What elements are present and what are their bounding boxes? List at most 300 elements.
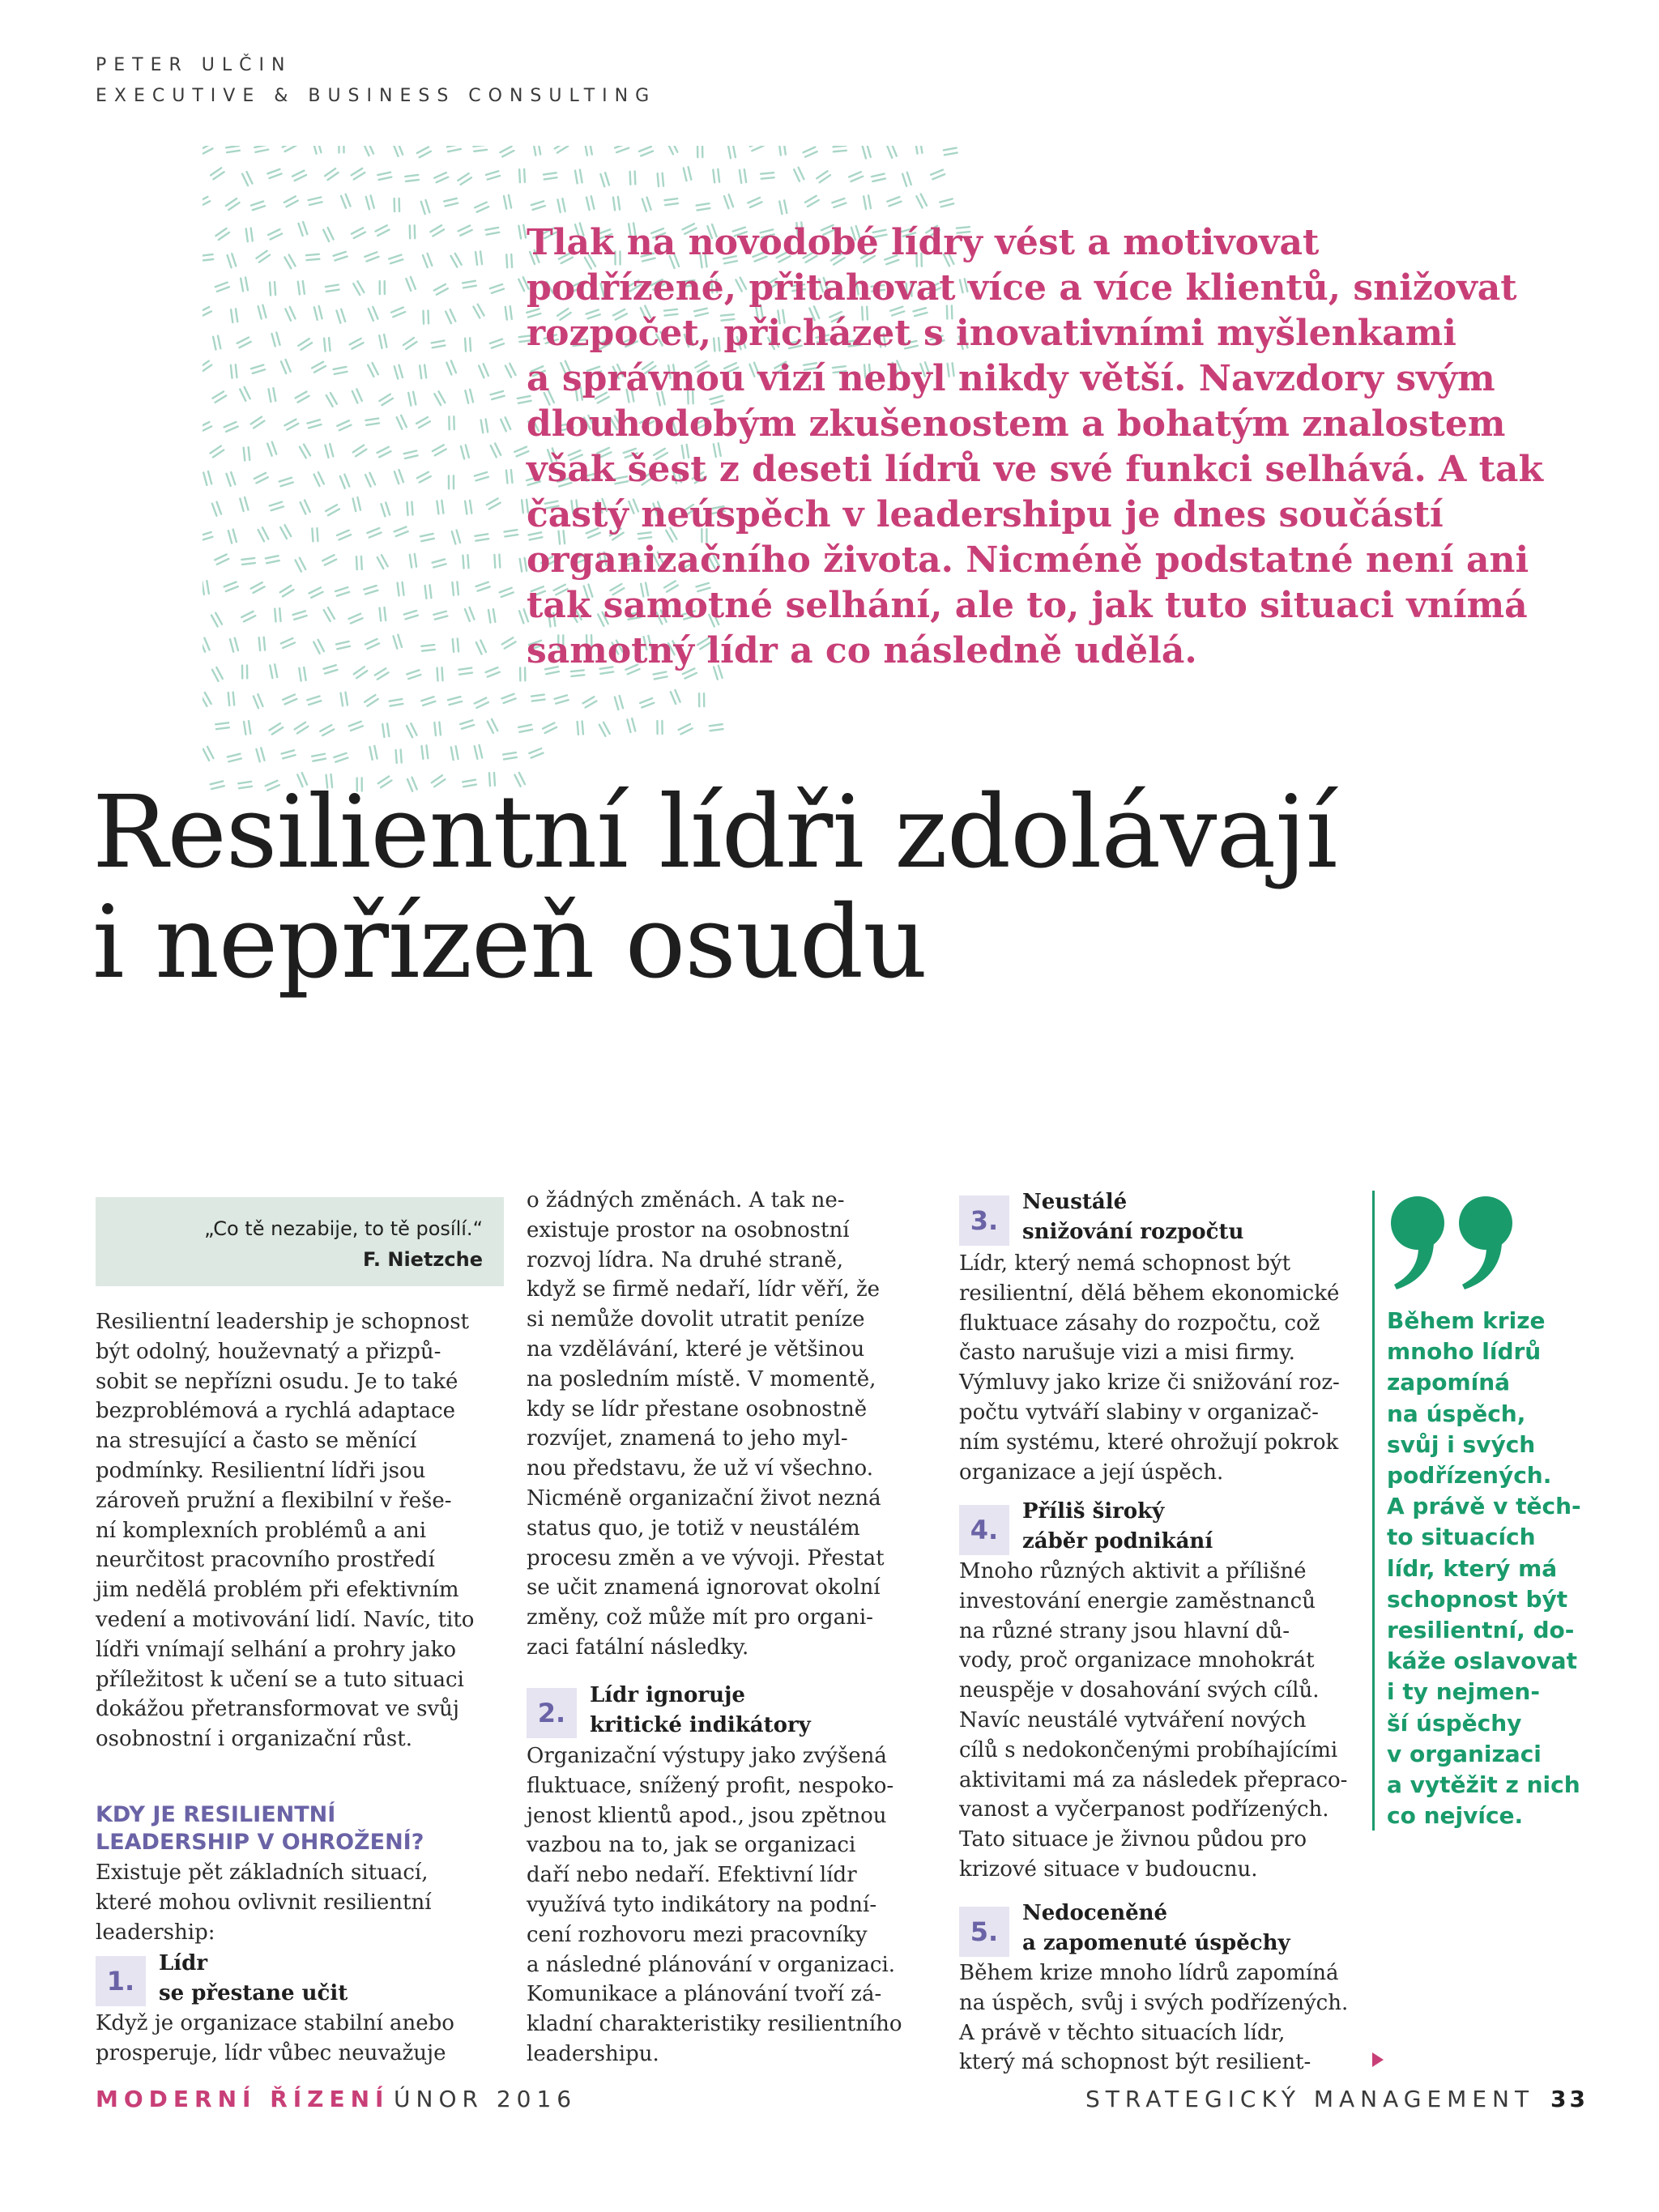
pattern-dash-pair — [630, 171, 636, 184]
pattern-dash-pair — [504, 195, 511, 209]
pattern-dash-pair — [446, 360, 456, 374]
pattern-dash-pair — [475, 745, 482, 759]
pattern-dash-pair — [658, 173, 663, 186]
column-1-tail: Když je organizace stabilní anebo prosperuje, lídr vůbec neuvažuje — [96, 2011, 454, 2065]
pattern-dash-pair — [465, 607, 474, 621]
pattern-dash-pair — [292, 171, 306, 181]
pattern-dash-pair — [502, 637, 516, 648]
pattern-dash-pair — [258, 527, 269, 541]
pattern-dash-pair — [326, 393, 337, 407]
pattern-dash-pair — [671, 690, 680, 704]
pattern-dash-pair — [391, 308, 405, 318]
pattern-dash-pair — [417, 472, 431, 483]
pattern-dash-pair — [227, 472, 236, 486]
pattern-dash-pair — [354, 667, 368, 678]
pattern-dash-pair — [215, 283, 229, 292]
pattern-dash-pair — [394, 635, 402, 649]
pattern-dash-pair — [364, 146, 373, 156]
pattern-dash-pair — [405, 175, 419, 181]
pattern-dash-pair — [389, 255, 403, 264]
pattern-dash-pair — [887, 146, 897, 158]
pattern-dash-pair — [341, 194, 350, 208]
pattern-dash-pair — [421, 697, 435, 705]
pattern-dash-pair — [475, 202, 488, 212]
pattern-dash-pair — [312, 362, 326, 373]
column-2-top: o žádných změnách. A tak ne- existuje prostor na osobnostní rozvoj lídra. Na druhé straně, když se firmě nedaří, lídr věří, že si nemůže dovolit utratit peníze na vzdělávání, které je většinou na posledním místě. V momentě, kdy se lídr přestane osobnostně rozvíjet, znamená to jeho myl- nou představu, že už ví všechno. Nicméně organizační život nezná status quo, je totiž v neustálém procesu změn a ve vývoji. Přestat se učit znamená ignorovat okolní změny, což může mít pro organi- zaci fatální následky. — [527, 1188, 885, 1660]
column-3-part-c: Během krize mnoho lídrů zapomíná na úspěch, svůj i svých podřízených. A právě v těchto situacích lídr, který má schopnost být resilient- — [959, 1961, 1349, 2075]
pattern-dash-pair — [326, 505, 339, 515]
pattern-dash-pair — [713, 169, 719, 183]
pattern-dash-pair — [863, 146, 871, 158]
pattern-dash-pair — [487, 498, 501, 509]
pattern-dash-pair — [275, 608, 280, 621]
pattern-dash-pair — [326, 285, 339, 292]
pattern-dash-pair — [380, 607, 386, 621]
pattern-dash-pair — [242, 665, 247, 678]
pattern-dash-pair — [444, 198, 458, 207]
pattern-dash-pair — [490, 284, 504, 293]
pattern-dash-pair — [404, 451, 418, 458]
pattern-dash-pair — [488, 609, 495, 623]
pattern-dash-pair — [337, 531, 351, 540]
pattern-dash-pair — [437, 667, 443, 680]
pattern-dash-pair — [284, 420, 298, 430]
pattern-dash-pair — [578, 721, 583, 734]
pattern-dash-pair — [365, 419, 379, 425]
pattern-dash-pair — [458, 226, 472, 236]
pattern-dash-pair — [241, 278, 248, 292]
pattern-dash-pair — [301, 501, 310, 514]
pattern-dash-pair — [506, 470, 513, 484]
pattern-dash-pair — [505, 306, 512, 320]
pattern-dash-pair — [599, 722, 610, 736]
pattern-dash-pair — [531, 201, 545, 210]
pattern-dash-pair — [231, 309, 237, 322]
pattern-dash-pair — [251, 365, 265, 373]
pattern-dash-pair — [334, 753, 348, 762]
pattern-dash-pair — [640, 698, 654, 707]
pattern-dash-pair — [352, 389, 362, 403]
pattern-dash-pair — [533, 146, 540, 156]
pattern-dash-pair — [449, 475, 454, 488]
pattern-dash-pair — [365, 695, 378, 706]
footer-magazine-name: MODERNÍ ŘÍZENÍ — [96, 2086, 390, 2112]
item-5-title: Nedoceněné a zapomenuté úspěchy — [1022, 1901, 1290, 1955]
pattern-dash-pair — [394, 470, 403, 484]
pattern-dash-pair — [281, 638, 295, 648]
pattern-dash-pair — [586, 196, 594, 210]
pattern-dash-pair — [268, 229, 282, 239]
pattern-dash-pair — [410, 554, 416, 568]
pattern-dash-pair — [307, 420, 321, 428]
pattern-dash-pair — [437, 501, 443, 514]
pattern-dash-pair — [417, 147, 431, 157]
pattern-dash-pair — [486, 171, 500, 179]
pattern-dash-pair — [349, 614, 363, 624]
pattern-dash-pair — [390, 699, 403, 706]
pattern-dash-pair — [228, 693, 234, 705]
pattern-dash-pair — [494, 555, 500, 568]
pattern-dash-pair — [407, 502, 412, 515]
article-title — [92, 774, 1631, 1001]
pattern-dash-pair — [375, 225, 389, 236]
pattern-dash-pair — [394, 198, 399, 211]
pattern-dash-pair — [323, 228, 333, 241]
pattern-dash-pair — [379, 394, 393, 406]
pattern-dash-pair — [213, 336, 220, 350]
pattern-dash-pair — [615, 146, 629, 152]
pattern-dash-pair — [475, 472, 488, 480]
item-2-title: Lídr ignoruje kritické indikátory — [590, 1683, 811, 1737]
pattern-dash-pair — [408, 392, 416, 406]
pattern-dash-pair — [504, 530, 518, 536]
pattern-dash-pair — [404, 611, 418, 619]
pattern-dash-pair — [684, 167, 692, 181]
pattern-dash-pair — [282, 750, 296, 758]
pattern-dash-pair — [226, 198, 240, 210]
pattern-dash-pair — [475, 534, 488, 540]
pattern-dash-pair — [476, 582, 490, 591]
pattern-dash-pair — [887, 197, 901, 206]
pattern-dash-pair — [211, 446, 224, 458]
pattern-dash-pair — [451, 254, 462, 267]
pattern-dash-pair — [421, 645, 435, 651]
pattern-dash-pair — [505, 364, 516, 377]
pattern-dash-pair — [506, 254, 512, 267]
author-subtitle: EXECUTIVE & BUSINESS CONSULTING — [96, 86, 657, 106]
pattern-dash-pair — [251, 582, 265, 593]
column-3-part-a: Lídr, který nemá schopnost být resilientní, dělá během ekonomické fluktuace zásahy do rozpočtu, což často narušuje vizi a misi firmy. Výmluvy jako krize či snižování roz- počtu vytváří slabiny v organizač- ním systému, které ohrožují pokrok organizace a její úspěch. — [959, 1251, 1340, 1485]
pattern-dash-pair — [336, 309, 345, 323]
pattern-dash-pair — [832, 198, 846, 207]
pattern-dash-pair — [779, 200, 787, 214]
pattern-dash-pair — [697, 203, 710, 210]
pattern-dash-pair — [320, 725, 334, 735]
pattern-dash-pair — [529, 748, 543, 758]
pattern-dash-pair — [352, 228, 365, 238]
pattern-dash-pair — [267, 442, 276, 456]
pattern-dash-pair — [761, 173, 774, 178]
pattern-dash-pair — [375, 668, 389, 680]
pattern-dash-pair — [724, 194, 733, 208]
pattern-dash-pair — [379, 335, 386, 348]
pattern-dash-pair — [313, 640, 324, 654]
pattern-dash-pair — [779, 146, 786, 155]
pattern-dash-pair — [324, 607, 335, 621]
pattern-dash-pair — [944, 148, 957, 156]
pattern-dash-pair — [272, 332, 280, 346]
item-2-number: 2. — [527, 1688, 577, 1738]
pattern-dash-pair — [203, 747, 214, 761]
pattern-dash-pair — [520, 667, 525, 680]
pattern-dash-pair — [657, 721, 662, 734]
pattern-dash-pair — [627, 718, 635, 732]
footer-issue-date: ÚNOR 2016 — [394, 2086, 578, 2112]
pattern-dash-pair — [500, 147, 514, 157]
pattern-dash-pair — [365, 252, 378, 261]
pattern-dash-pair — [667, 146, 677, 154]
pattern-dash-pair — [697, 146, 702, 157]
pattern-dash-pair — [394, 365, 403, 379]
pattern-dash-pair — [434, 722, 441, 736]
pattern-dash-pair — [300, 445, 310, 458]
pattern-dash-pair — [237, 338, 251, 348]
pattern-dash-pair — [557, 198, 565, 212]
pattern-dash-pair — [365, 639, 379, 649]
pattern-dash-pair — [367, 528, 381, 538]
pattern-dash-pair — [203, 693, 211, 706]
pattern-dash-pair — [270, 502, 284, 511]
pattern-dash-pair — [324, 338, 330, 351]
pattern-dash-pair — [465, 501, 471, 514]
pattern-dash-pair — [864, 195, 871, 209]
pattern-dash-pair — [296, 558, 306, 572]
pattern-dash-pair — [434, 173, 448, 182]
pattern-dash-pair — [323, 665, 337, 673]
pattern-dash-pair — [500, 588, 514, 597]
pattern-dash-pair — [240, 497, 248, 511]
pattern-dash-pair — [231, 364, 237, 378]
pattern-dash-pair — [309, 198, 322, 205]
pattern-dash-pair — [474, 146, 488, 151]
pattern-dash-pair — [203, 638, 210, 652]
pattern-dash-pair — [230, 638, 238, 652]
pattern-dash-pair — [295, 722, 309, 734]
pattern-dash-pair — [212, 502, 221, 516]
pattern-dash-pair — [916, 194, 927, 208]
pattern-dash-pair — [203, 254, 213, 261]
pattern-dash-pair — [364, 586, 377, 594]
quote-author: F. Nietzche — [363, 1248, 483, 1271]
pattern-dash-pair — [211, 168, 224, 179]
pattern-dash-pair — [679, 724, 693, 735]
pattern-dash-pair — [353, 281, 364, 295]
pattern-dash-pair — [902, 173, 911, 186]
pattern-dash-pair — [228, 530, 237, 543]
pattern-dash-pair — [240, 387, 249, 401]
pattern-dash-pair — [256, 748, 264, 761]
pattern-dash-pair — [486, 667, 500, 676]
pattern-dash-pair — [212, 391, 226, 403]
pattern-dash-pair — [211, 613, 222, 627]
pattern-dash-pair — [817, 171, 830, 182]
pattern-dash-pair — [280, 586, 294, 597]
pattern-dash-pair — [284, 255, 295, 269]
pattern-dash-pair — [334, 367, 348, 374]
pattern-dash-pair — [461, 445, 469, 458]
item-1-title: Lídr se přestane učit — [159, 1951, 348, 2005]
pattern-dash-pair — [394, 527, 408, 536]
item-4-title: Příliš široký záběr podnikání — [1022, 1499, 1213, 1554]
pattern-dash-pair — [434, 391, 445, 405]
pattern-dash-pair — [325, 168, 339, 180]
pattern-dash-pair — [349, 722, 363, 731]
pattern-dash-pair — [555, 146, 569, 153]
pattern-dash-pair — [365, 473, 375, 487]
pattern-dash-pair — [639, 147, 653, 156]
pattern-dash-pair — [244, 447, 250, 461]
column-1-body: Resilientní leadership je schopnost být odolný, houževnatý a přizpů- sobit se nepřízni osudu. Je to také bezproblémová a rychlá adaptace na stresující a často se měnící podmínky. Resilientní lídři jsou zároveň pružní a flexibilní v řeše- ní komplexních problémů a ani neurčitost pracovního prostředí jim nedělá problém při efektivním vedení a motivování lidí. Navíc, tito lídři vnímají selhání a prohry jako příležitost k učení se a tuto situaci dokážou přetransformovat ve svůj osobnostní i organizační růst. — [96, 1310, 475, 1752]
pattern-dash-pair — [403, 338, 417, 349]
pattern-dash-pair — [740, 169, 746, 183]
pattern-dash-pair — [397, 416, 407, 429]
pattern-dash-pair — [940, 198, 953, 207]
pattern-dash-pair — [544, 173, 557, 179]
quote-text: „Co tě nezabije, to tě posílí.“ — [204, 1217, 483, 1240]
pattern-dash-pair — [585, 146, 592, 156]
pattern-dash-pair — [425, 585, 432, 599]
title-line-1: Resilientní lídři zdolávají — [92, 774, 1337, 891]
pattern-dash-pair — [805, 196, 819, 207]
pattern-dash-pair — [416, 417, 430, 428]
pattern-dash-pair — [463, 281, 476, 288]
pattern-dash-pair — [449, 416, 454, 429]
pattern-dash-pair — [314, 306, 322, 320]
pattern-dash-pair — [241, 558, 255, 565]
pattern-dash-pair — [421, 745, 428, 759]
pattern-dash-pair — [309, 587, 323, 597]
pattern-dash-pair — [407, 723, 416, 737]
pattern-dash-pair — [259, 637, 265, 650]
pattern-dash-pair — [283, 695, 296, 705]
pattern-dash-pair — [488, 719, 498, 733]
pattern-dash-pair — [476, 641, 486, 654]
pattern-dash-pair — [203, 307, 211, 317]
pattern-dash-pair — [296, 392, 309, 403]
column-1-intro: Existuje pět základních situací, které mohou ovlivnit resilientní leadership: — [96, 1860, 432, 1945]
quotation-mark-icon — [1387, 1191, 1525, 1296]
pullquote-rule — [1372, 1191, 1375, 1831]
pattern-dash-pair — [710, 724, 723, 731]
pattern-dash-pair — [307, 696, 321, 705]
footer-section-name: STRATEGICKÝ MANAGEMENT — [1085, 2086, 1535, 2112]
pattern-dash-pair — [313, 146, 321, 154]
pattern-dash-pair — [270, 723, 284, 735]
pattern-dash-pair — [269, 388, 276, 402]
pattern-dash-pair — [491, 391, 505, 399]
pattern-dash-pair — [433, 445, 446, 455]
pattern-dash-pair — [266, 556, 279, 563]
pattern-dash-pair — [340, 475, 350, 488]
pattern-dash-pair — [575, 170, 582, 184]
pattern-dash-pair — [615, 696, 623, 710]
pattern-dash-pair — [434, 284, 448, 295]
pattern-dash-pair — [664, 198, 678, 205]
item-5-number: 5. — [959, 1907, 1009, 1957]
pattern-dash-pair — [519, 169, 525, 182]
pattern-dash-pair — [293, 611, 307, 619]
pattern-dash-pair — [396, 750, 402, 763]
pattern-dash-pair — [407, 670, 420, 679]
pattern-dash-pair — [458, 668, 472, 675]
pattern-dash-pair — [491, 443, 501, 457]
pattern-dash-pair — [350, 339, 364, 349]
pattern-dash-pair — [446, 309, 455, 323]
pattern-dash-pair — [353, 497, 360, 511]
pattern-dash-pair — [267, 169, 281, 178]
pattern-dash-pair — [254, 473, 268, 484]
pattern-dash-pair — [475, 698, 488, 708]
pattern-dash-pair — [228, 754, 241, 762]
title-line-2: i nepřízeň osudu — [92, 884, 928, 1001]
pattern-dash-pair — [270, 664, 277, 678]
pattern-dash-pair — [420, 534, 434, 541]
pattern-dash-pair — [335, 587, 349, 596]
pattern-dash-pair — [228, 254, 237, 267]
pattern-dash-pair — [369, 746, 377, 760]
pattern-dash-pair — [226, 146, 240, 152]
column-3-part-b: Mnoho různých aktivit a přílišné investování energie zaměstnanců na různé strany jsou hlavní dů- vody, proč organizace mnohokrát neuspěje v dosahování svých cílů. Navíc neustálé vytváření nových cílů s nedokončenými probíhajícími aktivitami má za následek přepraco- vanost a vyčerpanost podřízených. Tato situace je živnou půdou pro krizové situace v budoucnu. — [959, 1559, 1348, 1882]
pattern-dash-pair — [241, 612, 255, 622]
pattern-dash-pair — [406, 277, 415, 291]
pattern-dash-pair — [555, 695, 569, 703]
pattern-dash-pair — [341, 693, 348, 706]
pattern-dash-pair — [380, 281, 385, 294]
pattern-dash-pair — [281, 360, 291, 373]
pattern-dash-pair — [473, 305, 484, 318]
pattern-dash-pair — [256, 251, 270, 262]
pattern-dash-pair — [242, 172, 252, 185]
pattern-dash-pair — [203, 581, 209, 595]
pattern-dash-pair — [451, 746, 458, 760]
pattern-dash-pair — [600, 173, 609, 186]
pattern-dash-pair — [490, 339, 504, 348]
pattern-dash-pair — [501, 417, 510, 431]
pattern-dash-pair — [421, 200, 430, 214]
pattern-dash-pair — [465, 338, 471, 351]
pattern-dash-pair — [377, 447, 391, 458]
pattern-dash-pair — [518, 725, 532, 732]
pattern-dash-pair — [430, 225, 444, 236]
pattern-dash-pair — [447, 146, 461, 151]
pattern-dash-pair — [642, 198, 651, 211]
pattern-dash-pair — [270, 282, 275, 295]
pattern-dash-pair — [337, 420, 351, 430]
pattern-dash-pair — [448, 697, 462, 705]
pattern-dash-pair — [366, 195, 374, 209]
pattern-dash-pair — [356, 556, 362, 569]
pattern-dash-pair — [251, 417, 265, 428]
pattern-dash-pair — [212, 667, 223, 681]
pattern-dash-pair — [543, 722, 557, 732]
pattern-dash-pair — [804, 147, 817, 157]
pattern-dash-pair — [254, 694, 263, 708]
pattern-dash-pair — [203, 422, 211, 433]
pattern-dash-pair — [298, 281, 305, 295]
pattern-dash-pair — [285, 307, 295, 321]
pattern-dash-pair — [377, 555, 388, 569]
pattern-dash-pair — [203, 146, 212, 155]
section-heading: KDY JE RESILIENTNÍ LEADERSHIP V OHROŽENÍ? — [96, 1802, 424, 1855]
pattern-dash-pair — [452, 531, 460, 544]
pattern-dash-pair — [377, 173, 391, 180]
pattern-dash-pair — [479, 364, 488, 377]
pattern-dash-pair — [481, 420, 488, 433]
pattern-dash-pair — [353, 445, 367, 457]
pattern-dash-pair — [203, 197, 210, 207]
pattern-dash-pair — [410, 225, 415, 238]
pattern-dash-pair — [284, 196, 298, 207]
pattern-dash-pair — [398, 582, 404, 596]
page-number: 33 — [1550, 2086, 1589, 2112]
pattern-dash-pair — [279, 478, 293, 487]
lead-paragraph: Tlak na novodobé lídry vést a motivovat podřízené, přitahovat více a více klientů, snižovat rozpočet, přicházet s inovativními myšlenkami a správnou vizí nebyl nikdy větší. Navzdory svým dlouhodobým zkušenostem a bohatým znalostem však šest z deseti lídrů ve své funkci selhává. A tak častý neúspěch v leadershipu je dnes součástí organizačního života. Nicméně podstatné není ani tak samotné selhání, ale to, jak tuto situaci vnímá samotný lídr a co následně udělá. — [527, 222, 1543, 671]
pattern-dash-pair — [432, 341, 446, 348]
pattern-dash-pair — [433, 559, 446, 567]
pattern-dash-pair — [224, 582, 238, 591]
pattern-dash-pair — [433, 612, 447, 620]
pattern-dash-pair — [306, 254, 319, 260]
